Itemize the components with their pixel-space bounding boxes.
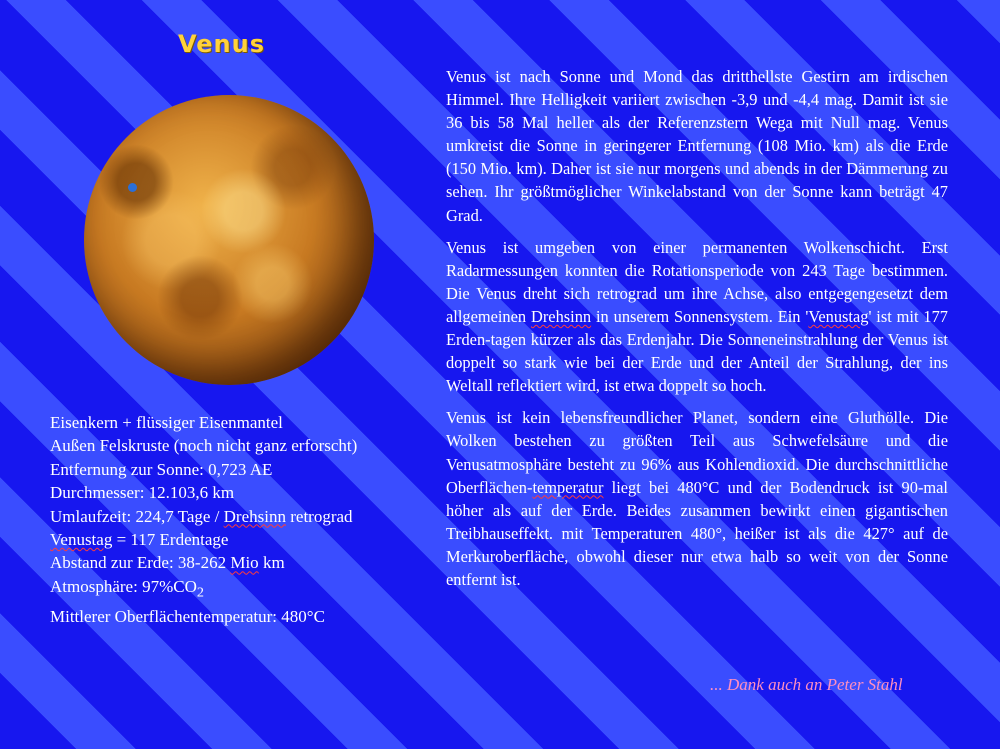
fact-distance-earth-suffix: km <box>258 553 285 573</box>
fact-atmosphere-subscript: 2 <box>196 584 204 601</box>
spellcheck-word: Drehsinn <box>223 506 286 526</box>
paragraph-3-text-b: liegt bei 480°C und der Bodendruck ist 90-mal höher als auf der Erde. Beides zusammen bewirkt einen gigantischen Treibhauseffekt. mit Temperaturen 480°, heißer ist als die 427° auf de Merkuroberfläche, obwohl dieser nur etwa halb so weit von der Sonne entfernt ist. <box>446 477 948 589</box>
paragraph-3 <box>446 406 948 591</box>
planet-spot <box>128 183 137 192</box>
paragraph-1: Venus ist nach Sonne und Mond das dritthellste Gestirn am irdischen Himmel. Ihre Helligkeit variiert zwischen -3,9 und -4,4 mag. Damit ist sie 36 bis 58 Mal heller als der Referenzstern Wega mit Null mag. Venus umkreist die Sonne in geringerer Entfernung (108 Mio. km) als die Erde (150 Mio. km). Daher ist sie nur morgens und abends in der Dämmerung zu sehen. Ihr größtmöglicher Winkelabstand von der Sonne kann beträgt 47 Grad. <box>446 67 948 225</box>
fact-day-suffix: = 117 Erdentage <box>112 530 229 550</box>
fact-atmosphere <box>50 575 430 605</box>
fact-orbit-suffix: retrograd <box>285 506 353 526</box>
paragraph-2-text-a: Venus ist umgeben von einer permanenten Wolkenschicht. Erst Radarmessungen konnten die Rotationsperiode von 243 Tage bestimmen. Die Venus dreht sich retrograd um ihre Achse, also entgegengesetzt dem allgemeinen <box>446 237 948 326</box>
facts-list <box>50 411 430 628</box>
spellcheck-word: Venustag <box>50 530 113 550</box>
page-title: Venus <box>178 30 265 58</box>
spellcheck-word: Mio <box>230 553 259 573</box>
fact-crust: Außen Felskruste (noch nicht ganz erforscht) <box>50 436 358 456</box>
fact-orbit <box>50 505 430 528</box>
fact-distance-earth-prefix: Abstand zur Erde: 38-262 <box>50 553 231 573</box>
fact-temperature: Mittlerer Oberflächentemperatur: 480°C <box>50 606 325 626</box>
spellcheck-word: temperatur <box>532 477 604 497</box>
fact-distance-earth <box>50 551 430 574</box>
fact-diameter: Durchmesser: 12.103,6 km <box>50 483 235 503</box>
fact-orbit-prefix: Umlaufzeit: 224,7 Tage / <box>50 506 224 526</box>
fact-core: Eisenkern + flüssiger Eisenmantel <box>50 413 283 432</box>
paragraph-3-text-a: Venus ist kein lebensfreundlicher Planet, sondern eine Gluthölle. Die Wolken bestehen zu größten Teil aus Schwefelsäure und die Venusatmosphäre besteht zu 96% aus Kohlendioxid. Die durchschnittliche Oberflächen- <box>446 408 948 497</box>
paragraph-2 <box>446 236 948 398</box>
spellcheck-word: Venustag <box>808 306 869 326</box>
venus-image <box>84 95 374 385</box>
fact-day <box>50 528 430 551</box>
paragraph-2-text-b: in unserem Sonnensystem. Ein ' <box>591 306 809 326</box>
fact-atmosphere-text: Atmosphäre: 97%CO <box>50 576 197 596</box>
credit-line: ... Dank auch an Peter Stahl <box>710 675 903 694</box>
paragraph-2-text-c: ' ist mit 177 Erden-tagen kürzer als das Erdenjahr. Die Sonneneinstrahlung der Venus ist doppelt so stark wie bei der Erde und der Anteil der Strahlung, der ins Weltall reflektiert wird, ist etwa doppelt so hoch. <box>446 306 948 396</box>
fact-distance-sun: Entfernung zur Sonne: 0,723 AE <box>50 459 273 479</box>
article-text <box>446 65 948 600</box>
spellcheck-word: Drehsinn <box>531 306 592 326</box>
